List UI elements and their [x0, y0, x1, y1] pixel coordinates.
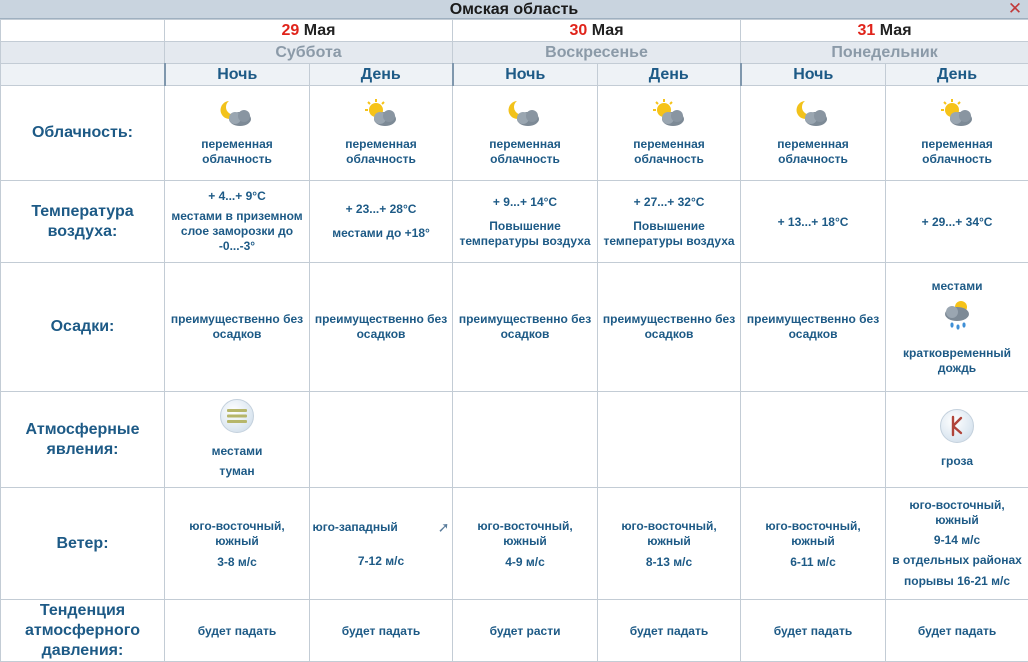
- row-label-cloudiness: Облачность:: [1, 86, 165, 181]
- cloudiness-cell: переменная облачность: [310, 86, 453, 181]
- date-header-30: 30 Мая: [453, 20, 741, 42]
- cloudiness-cell: переменная облачность: [886, 86, 1028, 181]
- daypart-night: Ночь: [165, 64, 310, 86]
- daypart-day: День: [598, 64, 741, 86]
- window-titlebar: [0, 0, 1028, 19]
- cloudiness-cell: переменная облачность: [165, 86, 310, 181]
- rain-shower-icon: [939, 298, 975, 332]
- daypart-night: Ночь: [741, 64, 886, 86]
- day-partly-cloudy-icon: [651, 99, 687, 129]
- daypart-row: [1, 64, 1028, 86]
- precipitation-cell: преимущественно без осадков: [310, 263, 453, 392]
- pressure-cell: будет расти: [453, 600, 598, 662]
- window-title: Омская область: [449, 1, 579, 18]
- corner-cell: [1, 64, 165, 86]
- phenomena-cell: [453, 392, 598, 488]
- day-partly-cloudy-icon: [363, 99, 399, 129]
- wind-cell: юго-восточный, южный 8-13 м/с: [598, 488, 741, 600]
- temperature-row: [1, 181, 1028, 263]
- weekday-monday: Понедельник: [741, 42, 1028, 64]
- temperature-value: + 29...+ 34°С: [921, 214, 993, 229]
- date-header-31: 31 Мая: [741, 20, 1028, 42]
- phenomena-cell: местами туман: [165, 392, 310, 488]
- night-partly-cloudy-icon: [795, 99, 831, 129]
- forecast-table: [0, 19, 1028, 662]
- temperature-value: + 13...+ 18°С: [777, 214, 849, 229]
- temperature-cell: [886, 181, 1028, 263]
- temperature-value: + 23...+ 28°С: [345, 202, 417, 216]
- pressure-cell: будет падать: [165, 600, 310, 662]
- wind-direction-arrow-icon: ➚: [437, 519, 450, 535]
- temperature-value: + 27...+ 32°С: [633, 194, 705, 209]
- corner-cell: [1, 42, 165, 64]
- thunderstorm-icon: [940, 409, 974, 443]
- weekday-saturday: Суббота: [165, 42, 453, 64]
- row-label-wind: Ветер:: [1, 488, 165, 600]
- wind-cell: юго-восточный, южный 9-14 м/с в отдельных районах порывы 16-21 м/с: [886, 488, 1028, 600]
- night-partly-cloudy-icon: [507, 99, 543, 129]
- row-label-phenomena: Атмосферные явления:: [1, 392, 165, 488]
- precipitation-cell: преимущественно без осадков: [453, 263, 598, 392]
- pressure-row: [1, 600, 1028, 662]
- phenomena-cell: [310, 392, 453, 488]
- cloudiness-cell: переменная облачность: [453, 86, 598, 181]
- corner-cell: [1, 20, 165, 42]
- temperature-value: + 4...+ 9°С: [208, 189, 266, 203]
- temperature-cell: + 4...+ 9°С местами в приземном слое заморозки до -0...-3°: [165, 181, 310, 263]
- precipitation-cell: преимущественно без осадков: [741, 263, 886, 392]
- close-icon[interactable]: ✕: [1007, 0, 1023, 18]
- temperature-value: + 9...+ 14°С: [492, 194, 558, 209]
- precipitation-cell: преимущественно без осадков: [165, 263, 310, 392]
- temperature-cell: [741, 181, 886, 263]
- precipitation-cell: местами кратковременный дождь: [886, 263, 1028, 392]
- phenomena-row: [1, 392, 1028, 488]
- date-header-29: 29 Мая: [165, 20, 453, 42]
- daypart-day: День: [310, 64, 453, 86]
- wind-cell: юго-восточный, южный 4-9 м/с: [453, 488, 598, 600]
- row-label-precipitation: Осадки:: [1, 263, 165, 392]
- night-partly-cloudy-icon: [219, 99, 255, 129]
- cloudiness-cell: переменная облачность: [741, 86, 886, 181]
- weekday-row: [1, 42, 1028, 64]
- fog-icon: [220, 399, 254, 433]
- row-label-pressure: Тенденция атмосферного давления:: [1, 600, 165, 662]
- cloudiness-cell: переменная облачность: [598, 86, 741, 181]
- weekday-sunday: Воскресенье: [453, 42, 741, 64]
- row-label-temperature: Температура воздуха:: [1, 181, 165, 263]
- wind-cell: юго-восточный, южный 6-11 м/с: [741, 488, 886, 600]
- temperature-cell: + 9...+ 14°С Повышение температуры воздуха: [453, 181, 598, 263]
- date-row: [1, 20, 1028, 42]
- precipitation-row: [1, 263, 1028, 392]
- pressure-cell: будет падать: [310, 600, 453, 662]
- phenomena-cell: [598, 392, 741, 488]
- pressure-cell: будет падать: [598, 600, 741, 662]
- day-partly-cloudy-icon: [939, 99, 975, 129]
- wind-cell: юго-восточный, южный 3-8 м/с: [165, 488, 310, 600]
- pressure-cell: будет падать: [886, 600, 1028, 662]
- phenomena-cell: [741, 392, 886, 488]
- phenomena-cell: гроза: [886, 392, 1028, 488]
- wind-cell: юго-западный ➚ 7-12 м/с: [310, 488, 453, 600]
- temperature-cell: + 27...+ 32°С Повышение температуры воздуха: [598, 181, 741, 263]
- daypart-day: День: [886, 64, 1028, 86]
- precipitation-cell: преимущественно без осадков: [598, 263, 741, 392]
- cloudiness-row: [1, 86, 1028, 181]
- daypart-night: Ночь: [453, 64, 598, 86]
- wind-row: [1, 488, 1028, 600]
- temperature-cell: + 23...+ 28°С местами до +18°: [310, 181, 453, 263]
- pressure-cell: будет падать: [741, 600, 886, 662]
